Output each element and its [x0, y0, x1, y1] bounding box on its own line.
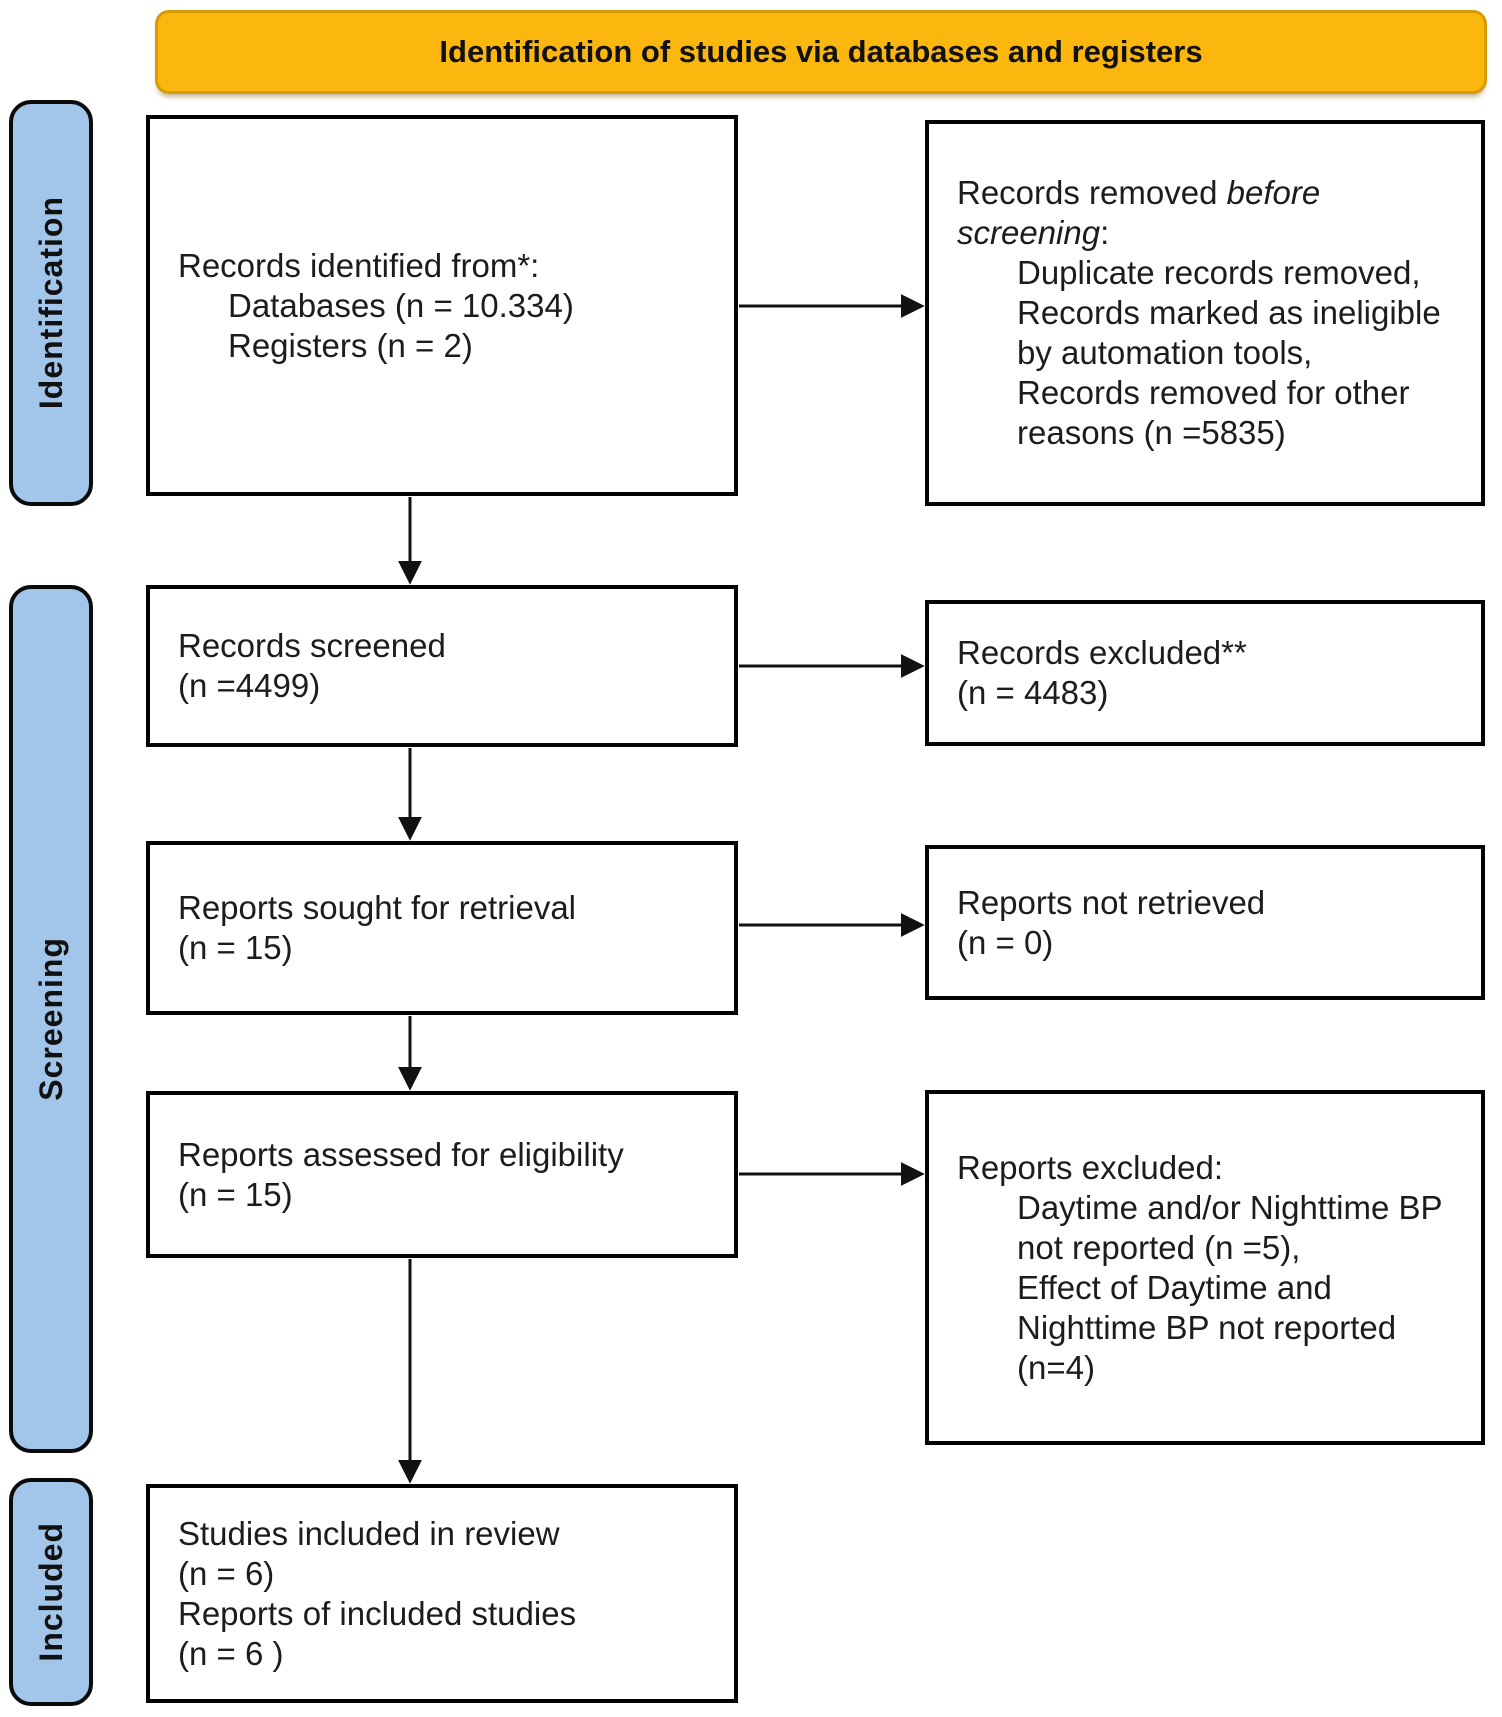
- records-excluded-label: Records excluded**: [957, 634, 1247, 671]
- stage-label-identification: [9, 100, 93, 506]
- banner: [155, 10, 1487, 94]
- box-records-screened: [146, 585, 738, 747]
- studies-included-label: Studies included in review: [178, 1514, 560, 1552]
- records-screened-count: (n =4499): [178, 667, 321, 704]
- box-records-identified: [146, 115, 738, 496]
- records-identified-databases: Databases (n = 10.334): [228, 286, 574, 324]
- stage-label-screening-text: Screening: [32, 937, 69, 1101]
- box-reports-assessed: [146, 1091, 738, 1258]
- stage-label-included-text: Included: [32, 1522, 69, 1662]
- records-removed-title-italic: before screening: [957, 174, 1321, 251]
- records-removed-duplicates: Duplicate records removed,: [1017, 254, 1421, 291]
- reports-excluded-title: Reports excluded:: [957, 1148, 1223, 1186]
- records-removed-title-prefix: Records removed: [957, 174, 1227, 211]
- box-reports-not-retrieved: [925, 845, 1485, 1000]
- reports-assessed-count: (n = 15): [178, 1175, 293, 1213]
- box-reports-sought: [146, 841, 738, 1015]
- reports-sought-label: Reports sought for retrieval: [178, 889, 577, 926]
- box-studies-included: [146, 1484, 738, 1703]
- reports-sought-count: (n = 15): [178, 929, 293, 966]
- records-identified-registers: Registers (n = 2): [228, 326, 473, 364]
- reports-not-retrieved-label: Reports not retrieved: [957, 883, 1266, 921]
- reports-excluded-effect-not-reported: Effect of Daytime and Nighttime BP not reported (n=4): [1017, 1268, 1397, 1386]
- box-reports-excluded: [925, 1090, 1485, 1445]
- reports-assessed-label: Reports assessed for eligibility: [178, 1135, 624, 1173]
- reports-included-count: (n = 6 ): [178, 1634, 284, 1672]
- reports-included-label: Reports of included studies: [178, 1594, 577, 1632]
- reports-excluded-bp-not-reported: Daytime and/or Nighttime BP not reported (n =5),: [1017, 1188, 1442, 1266]
- records-identified-title: Records identified from*:: [178, 246, 540, 284]
- stage-label-screening: [9, 585, 93, 1453]
- banner-title: Identification of studies via databases and registers: [439, 34, 1203, 69]
- records-removed-title-suffix: :: [1100, 214, 1110, 251]
- records-removed-title: [957, 173, 1459, 253]
- records-screened-label: Records screened: [178, 627, 446, 664]
- box-records-excluded: [925, 600, 1485, 746]
- records-removed-other: Records removed for other reasons (n =5835): [1017, 374, 1410, 451]
- stage-label-included: [9, 1478, 93, 1706]
- reports-not-retrieved-count: (n = 0): [957, 923, 1054, 961]
- records-excluded-count: (n = 4483): [957, 674, 1109, 711]
- records-removed-automation: Records marked as ineligible by automation tools,: [1017, 294, 1441, 371]
- studies-included-count: (n = 6): [178, 1554, 275, 1592]
- box-records-removed: [925, 120, 1485, 506]
- stage-label-identification-text: Identification: [32, 196, 69, 410]
